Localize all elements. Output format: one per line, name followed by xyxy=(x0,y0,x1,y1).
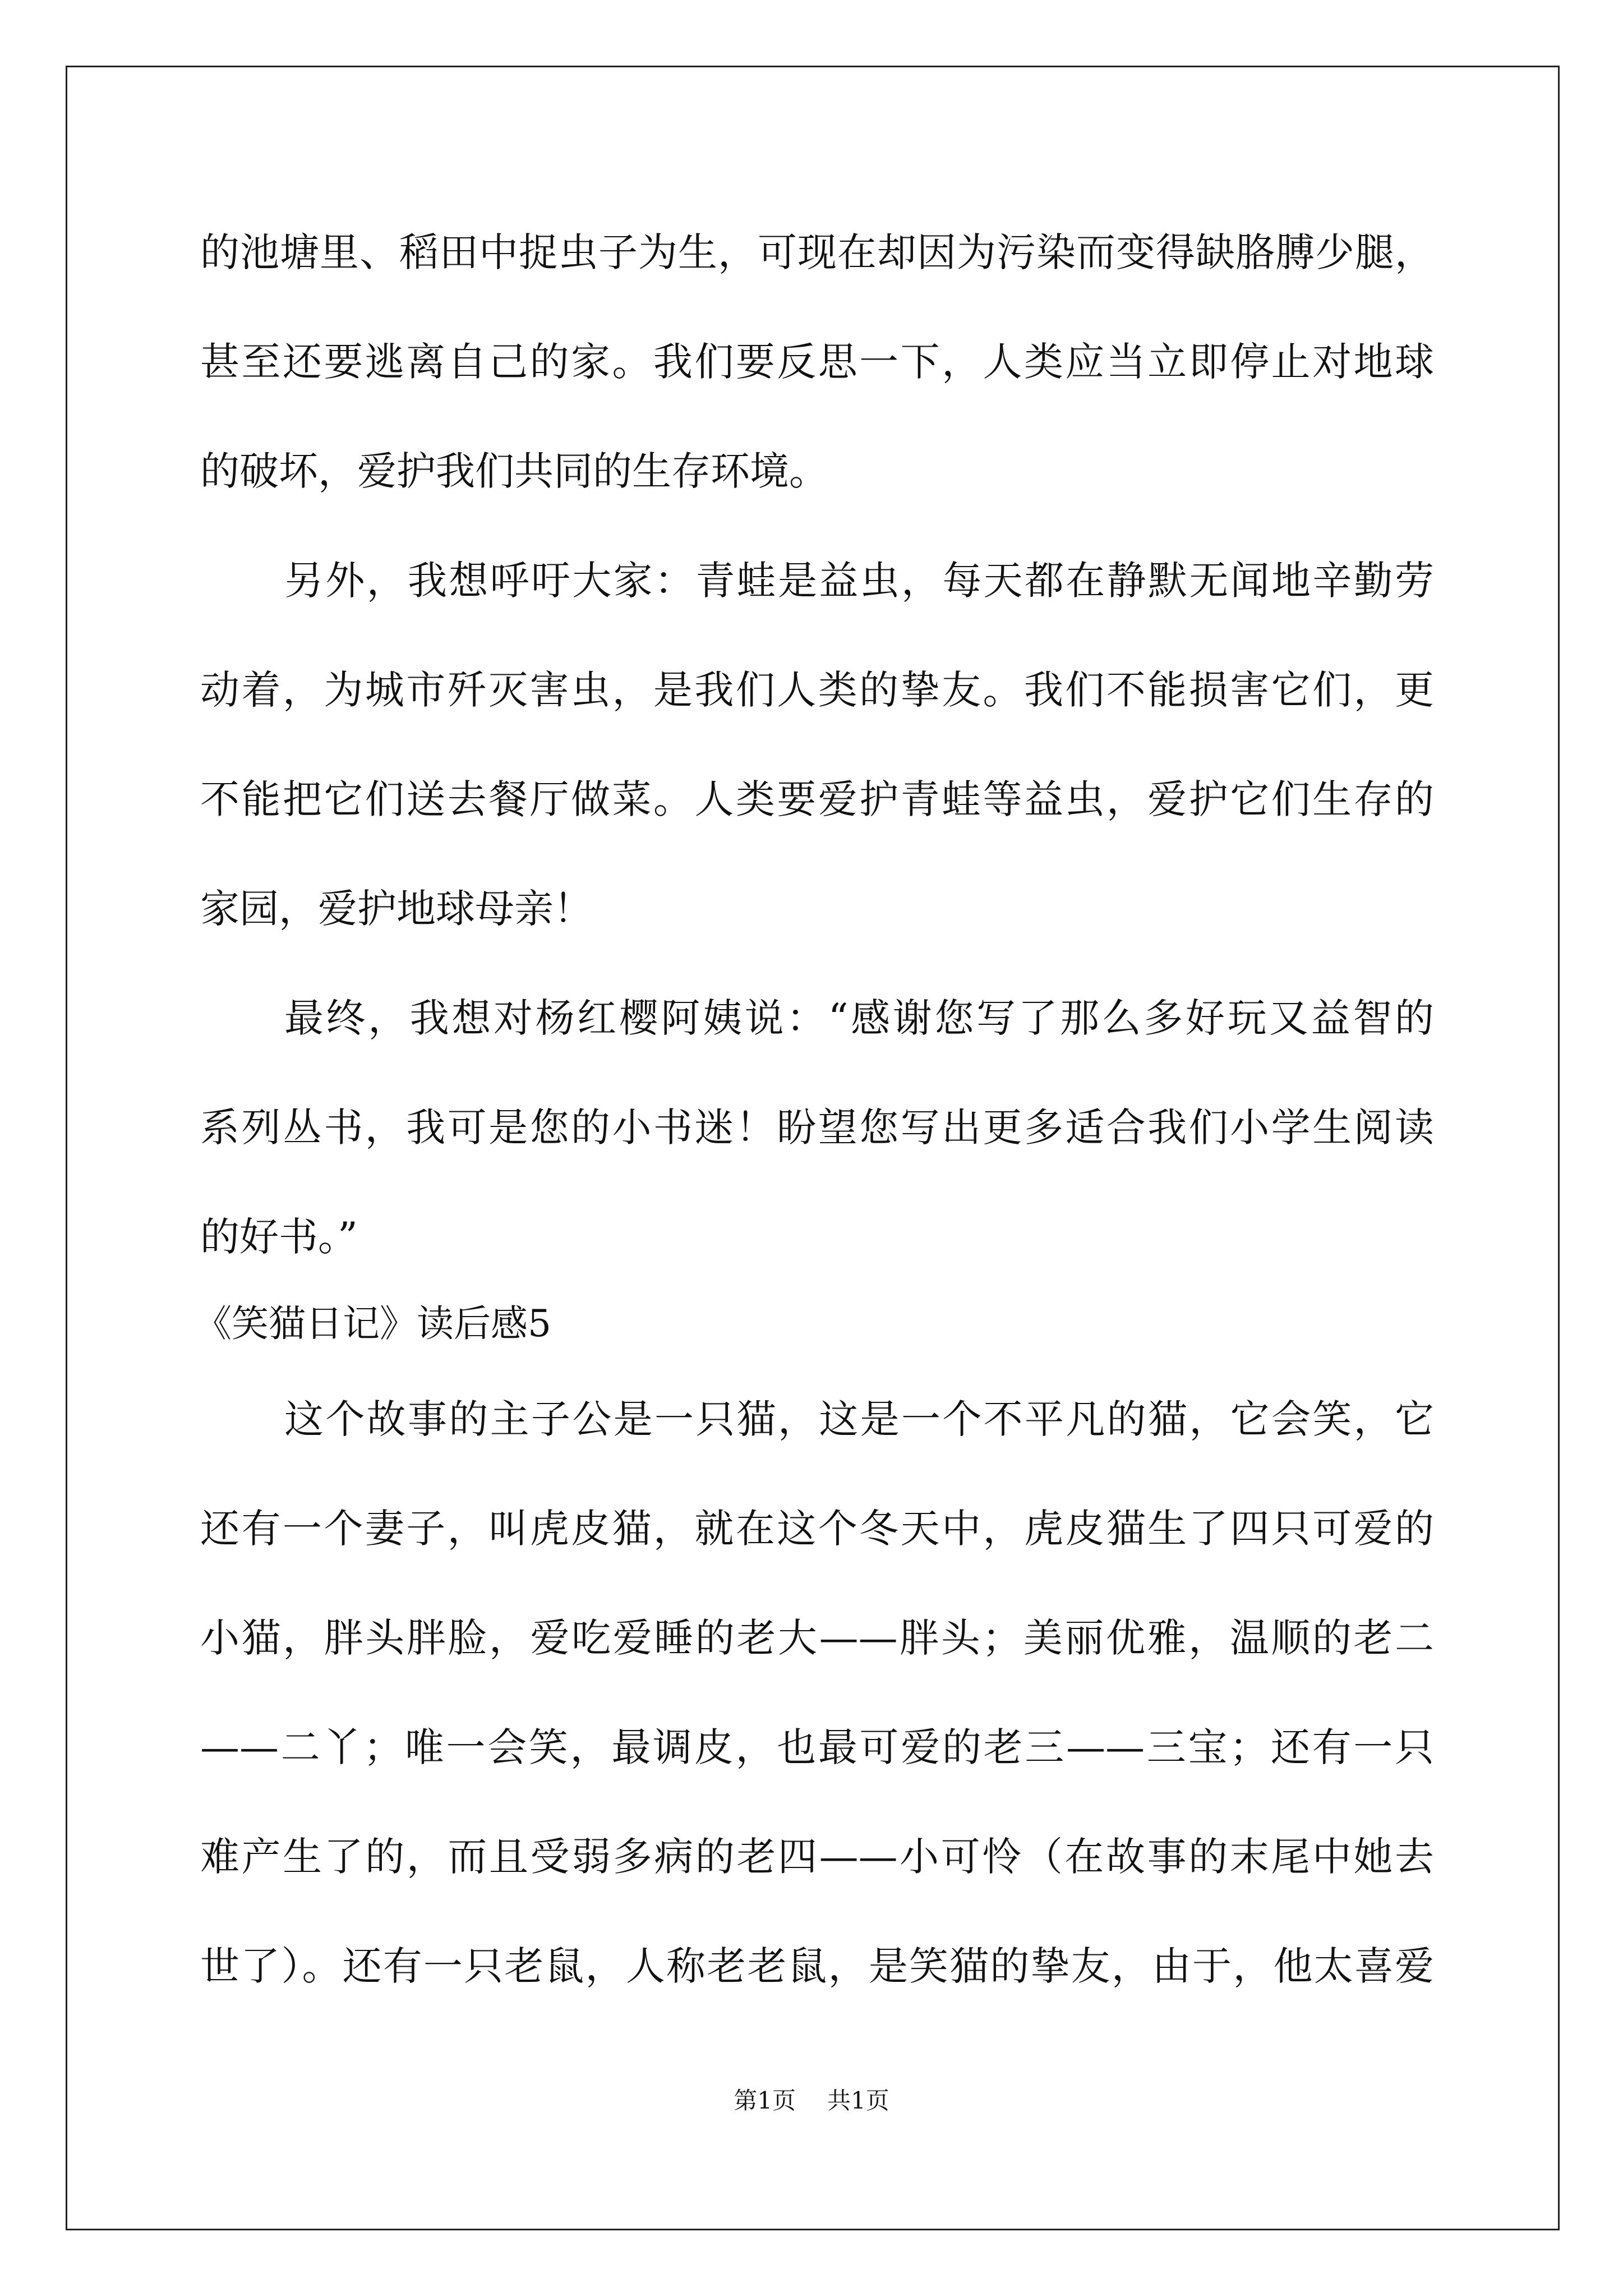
text-line: 难产生了的，而且受弱多病的老四——小可怜（在故事的末尾中她去 xyxy=(200,1834,1434,1880)
text-line: 系列丛书，我可是您的小书迷！盼望您写出更多适合我们小学生阅读 xyxy=(200,1105,1434,1151)
text-line: 动着，为城市歼灭害虫，是我们人类的挚友。我们不能损害它们，更 xyxy=(200,667,1434,713)
text-line: 小猫，胖头胖脸，爱吃爱睡的老大——胖头；美丽优雅，温顺的老二 xyxy=(200,1615,1434,1661)
text-line: 的好书。” xyxy=(200,1214,358,1260)
page-number-total: 共1页 xyxy=(827,2087,889,2114)
text-line: 还有一个妻子，叫虎皮猫，就在这个冬天中，虎皮猫生了四只可爱的 xyxy=(200,1506,1434,1552)
paragraph-first-line: 最终，我想对杨红樱阿姨说：“感谢您写了那么多好玩又益智的 xyxy=(284,995,1434,1041)
text-line: 家园，爱护地球母亲！ xyxy=(200,886,593,932)
page-number-current: 第1页 xyxy=(734,2087,796,2114)
paragraph-first-line: 这个故事的主子公是一只猫，这是一个不平凡的猫，它会笑，它 xyxy=(284,1396,1434,1442)
text-line: ——二丫；唯一会笑，最调皮，也最可爱的老三——三宝；还有一只 xyxy=(200,1724,1434,1770)
text-line: 不能把它们送去餐厅做菜。人类要爱护青蛙等益虫，爱护它们生存的 xyxy=(200,776,1434,822)
text-line: 甚至还要逃离自己的家。我们要反思一下，人类应当立即停止对地球 xyxy=(200,339,1434,385)
text-line: 的池塘里、稻田中捉虫子为生，可现在却因为污染而变得缺胳膊少腿， xyxy=(200,229,1434,275)
text-line: 的破坏，爱护我们共同的生存环境。 xyxy=(200,448,828,494)
text-line: 世了）。还有一只老鼠，人称老老鼠，是笑猫的挚友，由于，他太喜爱 xyxy=(200,1943,1434,1989)
page-footer xyxy=(0,2085,1623,2116)
section-heading: 《笑猫日记》读后感5 xyxy=(195,1302,551,1345)
paragraph-first-line: 另外，我想呼吁大家：青蛙是益虫，每天都在静默无闻地辛勤劳 xyxy=(284,558,1434,604)
